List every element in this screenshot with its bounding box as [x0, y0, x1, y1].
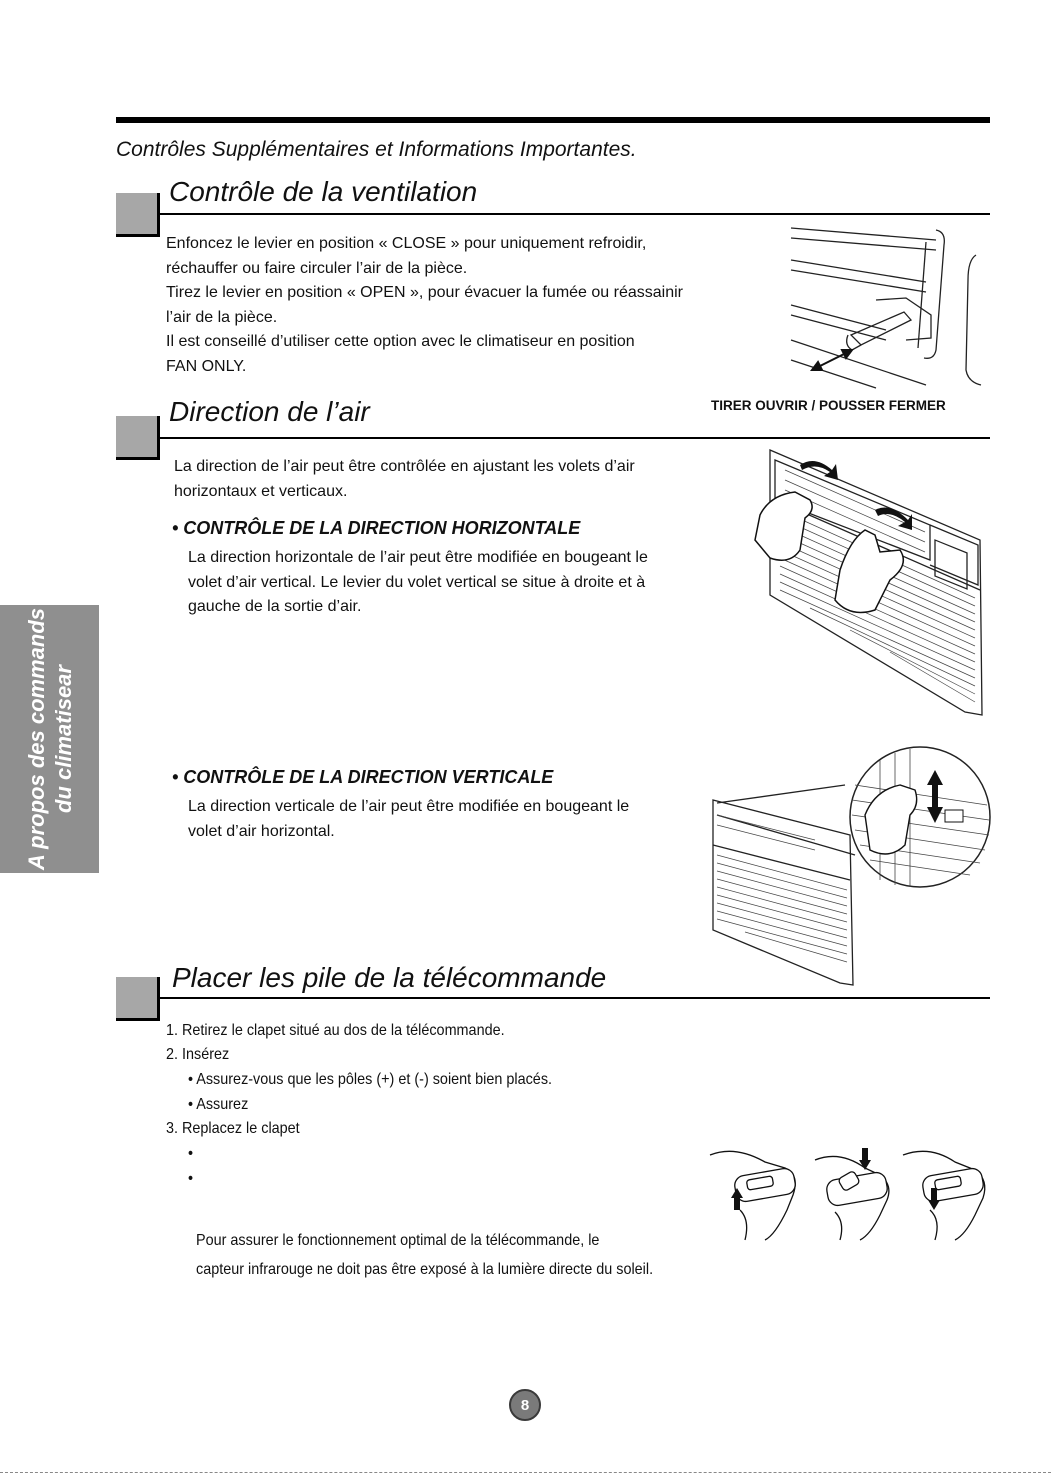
side-tab-line-2: du climatisear — [50, 665, 76, 813]
vertical-text — [188, 795, 629, 844]
vent-lever-illustration — [786, 220, 986, 390]
battery-step: • — [188, 1145, 194, 1162]
horizontal-text — [188, 546, 648, 620]
direction-intro — [174, 455, 635, 504]
battery-step: • Assurez — [188, 1096, 249, 1113]
battery-note-line: Pour assurer le fonctionnement optimal de la télécommande, le — [196, 1232, 600, 1249]
remote-battery-illustration — [705, 1140, 995, 1245]
vertical-heading: • CONTRÔLE DE LA DIRECTION VERTICALE — [172, 767, 554, 787]
section-title-direction: Direction de l’air — [169, 396, 370, 427]
vertical-line: La direction verticale de l’air peut être modifiée en bougeant le — [188, 798, 630, 815]
side-tab-line-1: A propos des commands — [23, 607, 49, 871]
section-rule-ventilation — [160, 213, 990, 215]
vent-figure-caption: TIRER OUVRIR / POUSSER FERMER — [711, 398, 946, 413]
direction-intro-line: La direction de l’air peut être contrôlée en ajustant les volets d’air — [174, 458, 635, 475]
side-tab-text — [23, 608, 77, 870]
battery-step: • Assurez-vous que les pôles (+) et (-) soient bien placés. — [188, 1071, 553, 1088]
horizontal-louver-illustration — [750, 440, 990, 720]
section-marker-batteries — [116, 977, 160, 1021]
ventilation-line: réchauffer ou faire circuler l’air de la pièce. — [166, 259, 468, 277]
battery-note-line: capteur infrarouge ne doit pas être exposé à la lumière directe du soleil. — [196, 1261, 654, 1278]
page-number: 8 — [509, 1389, 541, 1421]
section-rule-batteries — [160, 997, 990, 999]
horizontal-heading: • CONTRÔLE DE LA DIRECTION HORIZONTALE — [172, 518, 581, 538]
horizontal-line: volet d’air vertical. Le levier du volet vertical se situe à droite et à — [188, 573, 646, 591]
section-title-batteries: Placer les pile de la télécommande — [172, 962, 607, 993]
ventilation-line: Tirez le levier en position « OPEN », pour évacuer la fumée ou réassainir — [166, 284, 683, 301]
section-marker-ventilation — [116, 193, 160, 237]
battery-step: 1. Retirez le clapet situé au dos de la télécommande. — [166, 1022, 505, 1039]
section-title-ventilation: Contrôle de la ventilation — [169, 176, 478, 207]
header-rule — [116, 117, 990, 123]
horizontal-line: La direction horizontale de l’air peut être modifiée en bougeant le — [188, 549, 648, 566]
ventilation-line: FAN ONLY. — [166, 357, 247, 375]
ventilation-line: l’air de la pièce. — [166, 308, 278, 326]
ventilation-text — [166, 232, 683, 379]
vertical-louver-illustration — [705, 745, 995, 990]
vertical-line: volet d’air horizontal. — [188, 822, 335, 840]
section-marker-direction — [116, 416, 160, 460]
battery-step: 3. Replacez le clapet — [166, 1120, 300, 1137]
section-rule-direction — [160, 437, 990, 439]
footer-rule — [0, 1472, 1051, 1473]
horizontal-line: gauche de la sortie d’air. — [188, 598, 362, 615]
direction-intro-line: horizontaux et verticaux. — [174, 482, 348, 500]
ventilation-line: Il est conseillé d’utiliser cette option avec le climatiseur en position — [166, 333, 635, 350]
battery-step: • — [188, 1170, 194, 1187]
ventilation-line: Enfoncez le levier en position « CLOSE » pour uniquement refroidir, — [166, 235, 647, 252]
page-subtitle: Contrôles Supplémentaires et Informations Importantes. — [116, 138, 637, 161]
side-tab — [0, 605, 99, 873]
battery-step: 2. Insérez — [166, 1046, 230, 1063]
